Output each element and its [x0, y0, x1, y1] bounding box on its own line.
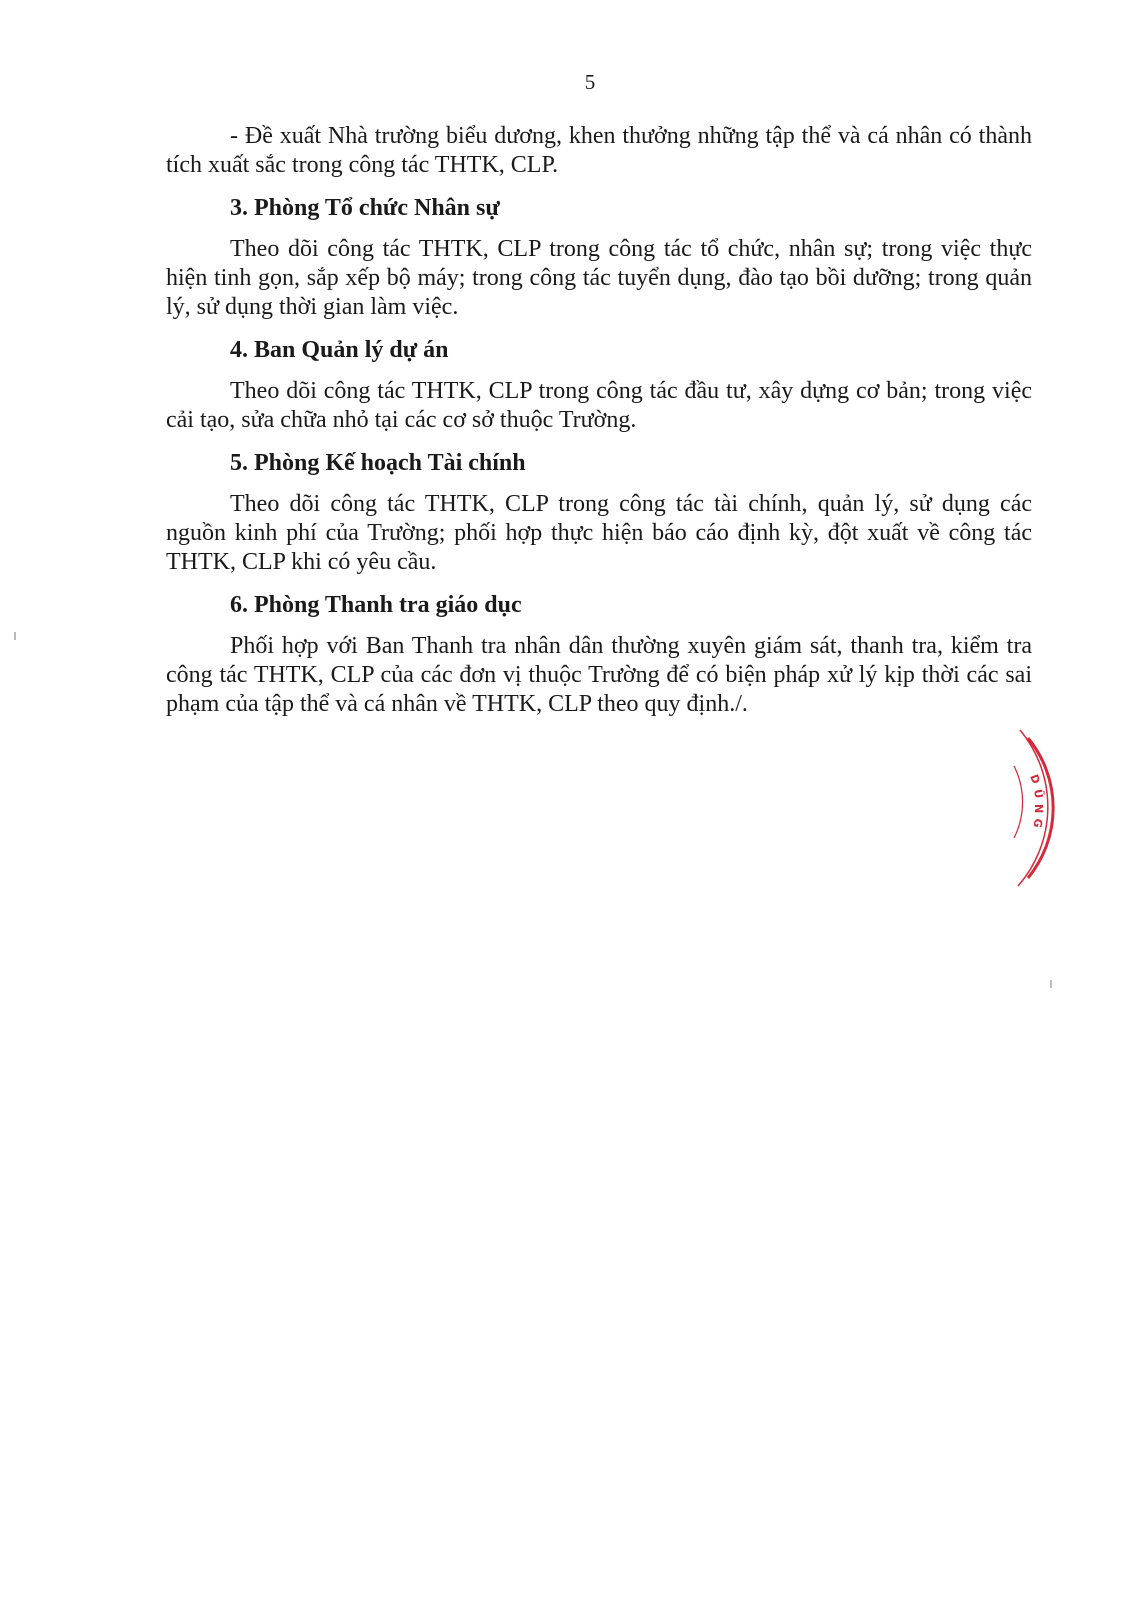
section-5 [166, 449, 1032, 577]
section-3 [166, 194, 1032, 322]
stamp-letter: D [1027, 772, 1043, 786]
section-body: Phối hợp với Ban Thanh tra nhân dân thường xuyên giám sát, thanh tra, kiểm tra công tác THTK, CLP của các đơn vị thuộc Trường để có biện pháp xử lý kịp thời các sai phạm của tập thể và cá nhân về THTK, CLP theo quy định./. [166, 633, 1032, 717]
section-heading: 4. Ban Quản lý dự án [230, 337, 449, 363]
section-body: Theo dõi công tác THTK, CLP trong công tác tài chính, quản lý, sử dụng các nguồn kinh phí của Trường; phối hợp thực hiện báo cáo định kỳ, đột xuất về công tác THTK, CLP khi có yêu cầu. [166, 491, 1032, 575]
section-6 [166, 591, 1032, 719]
document-body [166, 122, 1032, 719]
section-4 [166, 336, 1032, 435]
section-heading: 5. Phòng Kế hoạch Tài chính [230, 450, 526, 476]
stamp-letter: N [1032, 804, 1045, 814]
red-seal-stamp [1008, 728, 1118, 888]
scan-mark [1050, 980, 1052, 988]
scan-mark [14, 632, 16, 640]
section-heading: 6. Phòng Thanh tra giáo dục [230, 592, 522, 618]
section-body: Theo dõi công tác THTK, CLP trong công tác tổ chức, nhân sự; trong việc thực hiện tinh gọn, sắp xếp bộ máy; trong công tác tuyển dụng, đào tạo bồi dưỡng; trong quản lý, sử dụng thời gian làm việc. [166, 236, 1032, 320]
intro-paragraph: - Đề xuất Nhà trường biểu dương, khen thưởng những tập thể và cá nhân có thành tích xuất sắc trong công tác THTK, CLP. [166, 123, 1032, 178]
section-heading: 3. Phòng Tổ chức Nhân sự [230, 195, 500, 221]
stamp-letter: G [1030, 817, 1045, 829]
page-number: 5 [584, 70, 596, 94]
stamp-letter: Ũ [1031, 788, 1046, 800]
section-body: Theo dõi công tác THTK, CLP trong công tác đầu tư, xây dựng cơ bản; trong việc cải tạo, sửa chữa nhỏ tại các cơ sở thuộc Trường. [166, 378, 1032, 433]
